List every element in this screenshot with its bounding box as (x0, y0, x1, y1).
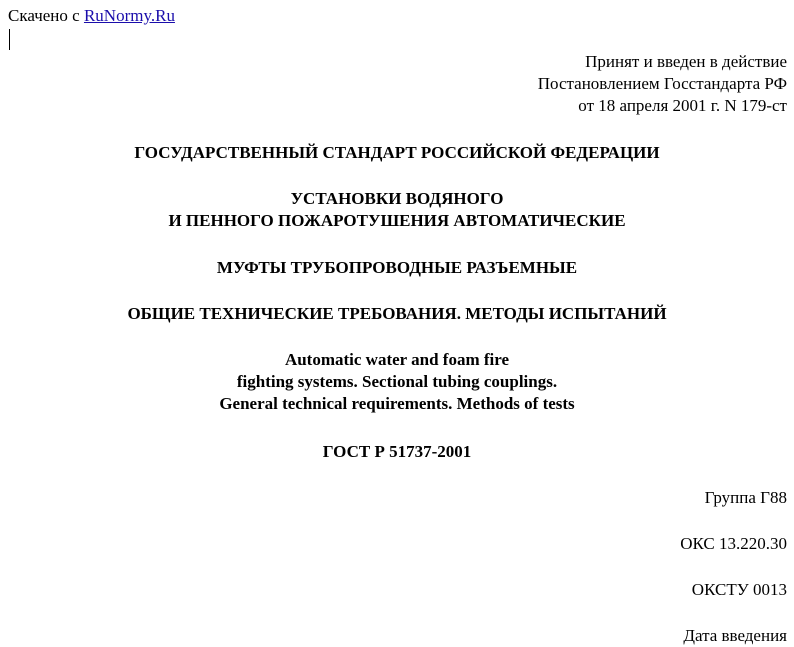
state-standard-heading: ГОСУДАРСТВЕННЫЙ СТАНДАРТ РОССИЙСКОЙ ФЕДЕРАЦИИ (134, 143, 660, 162)
approval-line-1: Принят и введен в действие (585, 52, 787, 71)
title-en-line-2: fighting systems. Sectional tubing couplings. (236, 372, 558, 391)
approval-block (538, 51, 787, 117)
title-ru (0, 188, 794, 232)
downloaded-prefix: Скачено с (8, 6, 84, 25)
title-en-line-1: Automatic water and foam fire (284, 350, 510, 369)
text-cursor (9, 29, 10, 50)
okstu-code: ОКСТУ 0013 (691, 580, 787, 599)
approval-line-3: от 18 апреля 2001 г. N 179-ст (578, 96, 787, 115)
downloaded-from-line (8, 6, 175, 26)
group-code: Группа Г88 (704, 488, 787, 507)
title-en (0, 349, 794, 415)
oks-code: ОКС 13.220.30 (680, 534, 787, 553)
approval-line-2: Постановлением Госстандарта РФ (537, 74, 787, 93)
subtitle-ru: МУФТЫ ТРУБОПРОВОДНЫЕ РАЗЪЕМНЫЕ (216, 258, 578, 277)
intro-date-label: Дата введения (683, 626, 787, 645)
standard-number: ГОСТ Р 51737-2001 (322, 442, 472, 461)
requirements-ru: ОБЩИЕ ТЕХНИЧЕСКИЕ ТРЕБОВАНИЯ. МЕТОДЫ ИСПЫТАНИЙ (127, 304, 667, 323)
title-ru-line-2: И ПЕННОГО ПОЖАРОТУШЕНИЯ АВТОМАТИЧЕСКИЕ (168, 211, 626, 230)
title-en-line-3: General technical requirements. Methods of tests (219, 394, 575, 413)
runormy-link[interactable]: RuNormy.Ru (83, 6, 175, 25)
title-ru-line-1: УСТАНОВКИ ВОДЯНОГО (290, 189, 504, 208)
